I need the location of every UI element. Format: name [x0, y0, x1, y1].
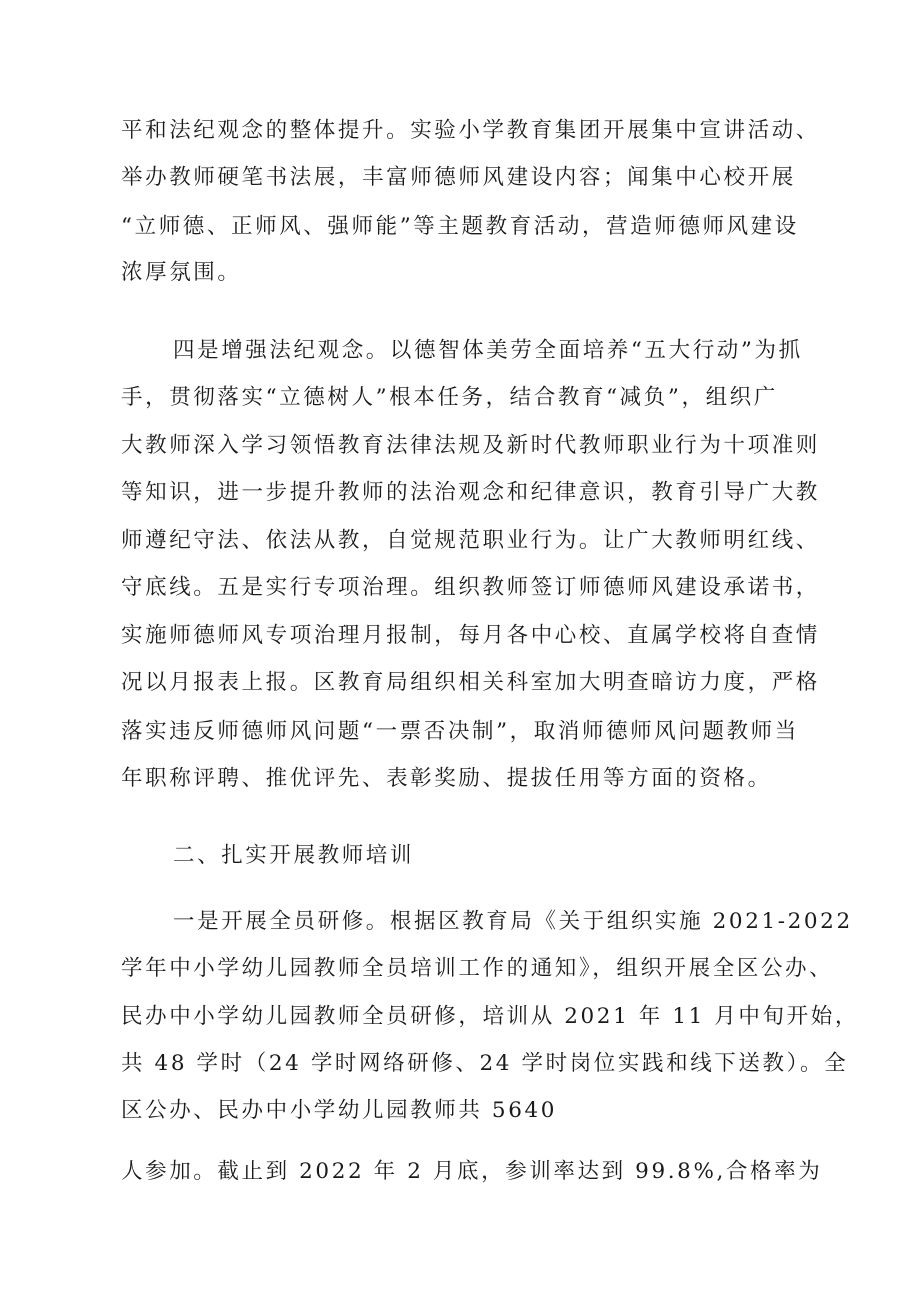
text-line: 平和法纪观念的整体提升。实验小学教育集团开展集中宣讲活动、 — [121, 118, 820, 143]
text-line: 浓厚氛围。 — [121, 260, 242, 285]
section-heading: 二、扎实开展教师培训 — [173, 843, 415, 868]
text-line: 实施师德师风专项治理月报制，每月各中心校、直属学校将自查情 — [121, 623, 820, 648]
text-line: 四是增强法纪观念。以德智体美劳全面培养“五大行动”为抓 — [173, 338, 803, 363]
text-line: 落实违反师德师风问题“一票否决制”，取消师德师风问题教师当 — [121, 719, 799, 744]
text-line: 师遵纪守法、依法从教，自觉规范职业行为。让广大教师明红线、 — [121, 528, 820, 553]
text-line: 守底线。五是实行专项治理。组织教师签订师德师风建设承诺书， — [121, 575, 820, 600]
text-line: “立师德、正师风、强师能”等主题教育活动，营造师德师风建设 — [121, 214, 799, 239]
text-line: 学年中小学幼儿园教师全员培训工作的通知》，组织开展全区公办、 — [121, 956, 834, 981]
text-line: 年职称评聘、推优评先、表彰奖励、提拔任用等方面的资格。 — [121, 766, 772, 791]
text-line: 大教师深入学习领悟教育法律法规及新时代教师职业行为十项准则 — [121, 433, 820, 458]
text-line: 手，贯彻落实“立德树人”根本任务，结合教育“减负”，组织广 — [121, 385, 778, 410]
text-line: 等知识，进一步提升教师的法治观念和纪律意识，教育引导广大教 — [121, 480, 820, 505]
text-line: 举办教师硬笔书法展，丰富师德师风建设内容；闻集中心校开展 — [121, 165, 796, 190]
text-line: 民办中小学幼儿园教师全员研修，培训从 2021 年 11 月中旬开始， — [121, 1004, 859, 1029]
text-line: 况以月报表上报。区教育局组织相关科室加大明查暗访力度，严格 — [121, 670, 820, 695]
text-line: 区公办、民办中小学幼儿园教师共 5640 — [121, 1098, 558, 1123]
text-line: 共 48 学时（24 学时网络研修、24 学时岗位实践和线下送教）。全 — [121, 1051, 849, 1076]
text-line: 人参加。截止到 2022 年 2 月底，参训率达到 99.8%,合格率为 — [121, 1159, 823, 1184]
text-line: 一是开展全员研修。根据区教育局《关于组织实施 2021-2022 — [173, 909, 853, 934]
